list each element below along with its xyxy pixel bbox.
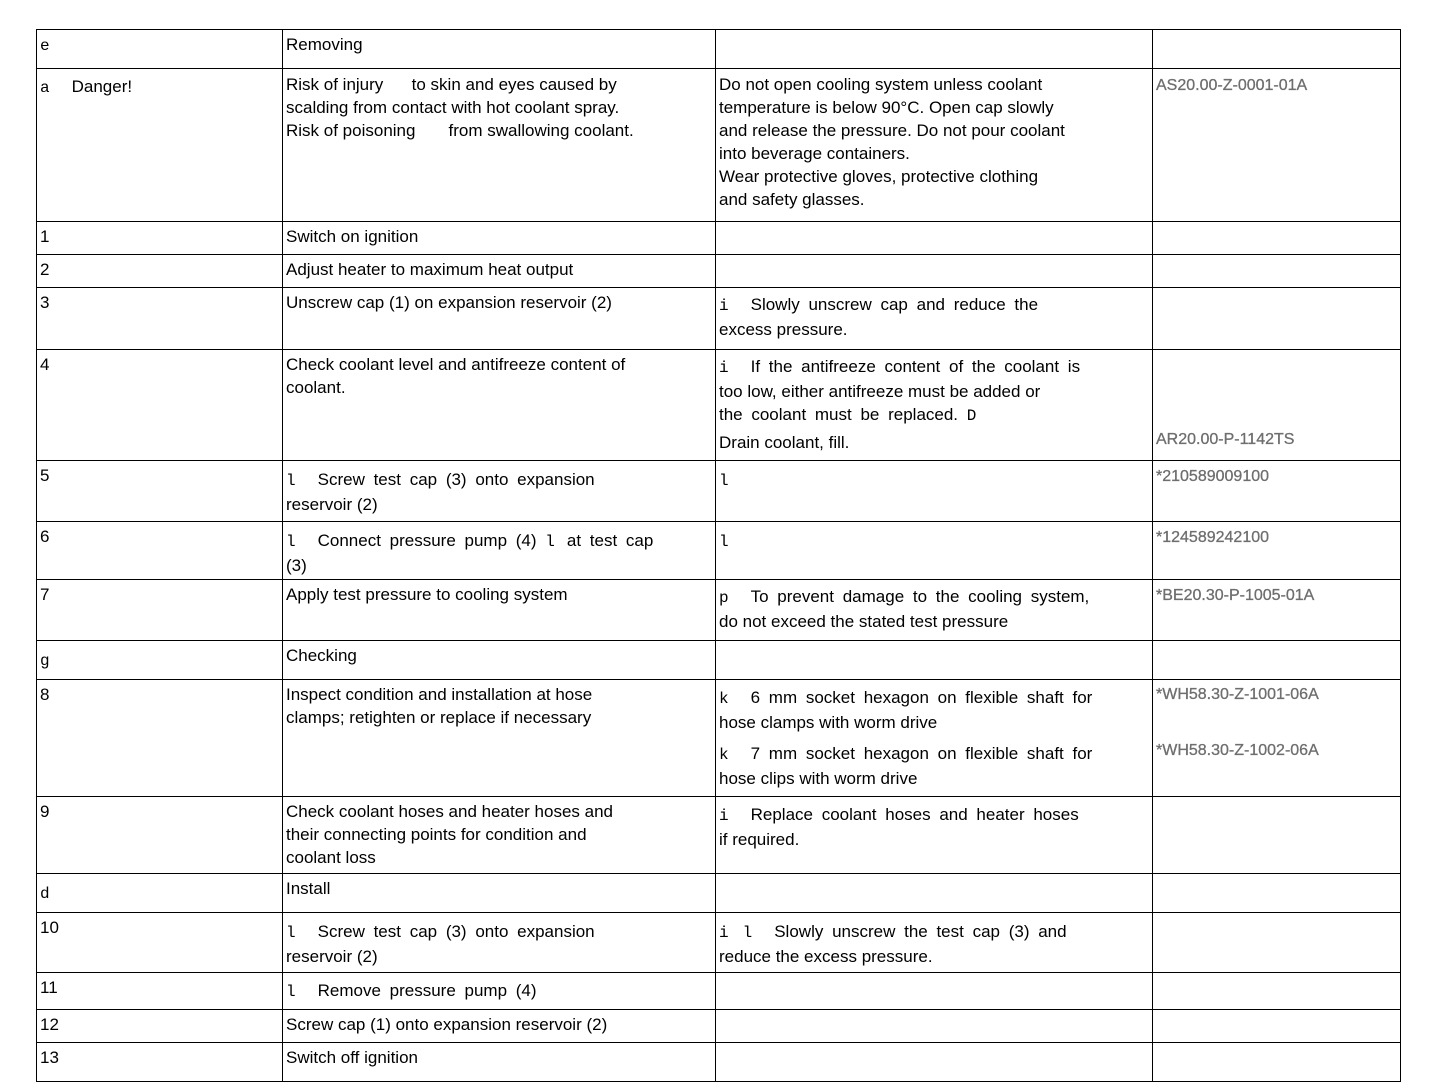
step-text: Install <box>283 874 716 913</box>
info-icon: i <box>719 924 729 942</box>
step-text: Checking <box>283 641 716 680</box>
reference-cell <box>1153 580 1401 641</box>
tool-icon: l <box>286 983 296 1001</box>
reference-cell <box>1153 30 1401 69</box>
reference-link[interactable]: *BE20.30-P-1005-01A <box>1156 587 1315 604</box>
step-number: 8 <box>37 680 283 797</box>
note-cell: p To prevent damage to the cooling system, do not exceed the stated test pressure <box>716 580 1153 641</box>
note-cell <box>716 1043 1153 1082</box>
step-text: Inspect condition and installation at hose clamps; retighten or replace if necessary <box>283 680 716 797</box>
warning-icon: a <box>40 79 50 97</box>
procedure-table <box>36 29 1401 1082</box>
reference-cell <box>1153 222 1401 255</box>
step-text: Check coolant hoses and heater hoses and their connecting points for condition and coolant loss <box>283 797 716 874</box>
table-row <box>37 350 1401 461</box>
step-number: 3 <box>37 288 283 350</box>
note-cell <box>716 255 1153 288</box>
table-row <box>37 874 1401 913</box>
note-cell <box>716 641 1153 680</box>
note-cell <box>716 973 1153 1010</box>
section-symbol: e <box>37 30 283 69</box>
table-row <box>37 680 1401 797</box>
table-row <box>37 973 1401 1010</box>
reference-link[interactable]: *210589009100 <box>1156 468 1270 485</box>
step-text: Switch on ignition <box>283 222 716 255</box>
note-cell: i Slowly unscrew cap and reduce the excess pressure. <box>716 288 1153 350</box>
reference-link[interactable]: *124589242100 <box>1156 529 1270 546</box>
tool-icon: l <box>719 533 729 551</box>
note-cell: i Replace coolant hoses and heater hoses if required. <box>716 797 1153 874</box>
step-number: 9 <box>37 797 283 874</box>
table-row <box>37 288 1401 350</box>
note-cell <box>716 222 1153 255</box>
tool-spec-icon: k <box>719 690 729 708</box>
reference-cell <box>1153 913 1401 973</box>
table-row <box>37 222 1401 255</box>
step-text: Unscrew cap (1) on expansion reservoir (2) <box>283 288 716 350</box>
reference-cell <box>1153 1043 1401 1082</box>
step-number: 6 <box>37 522 283 580</box>
note-cell: Do not open cooling system unless coolant temperature is below 90°C. Open cap slowly and release the pressure. Do not pour coolant into beverage containers. Wear protective gloves, protective clothing and safety glasses. <box>716 69 1153 222</box>
step-number: 11 <box>37 973 283 1010</box>
danger-label: a Danger! <box>37 69 283 222</box>
info-icon: i <box>719 359 729 377</box>
tool-icon: l <box>286 472 296 490</box>
note-cell <box>716 461 1153 522</box>
reference-cell <box>1153 350 1401 461</box>
table-row <box>37 1043 1401 1082</box>
step-text: l Screw test cap (3) onto expansion reservoir (2) <box>283 913 716 973</box>
step-number: 5 <box>37 461 283 522</box>
step-text: l Screw test cap (3) onto expansion reservoir (2) <box>283 461 716 522</box>
reference-cell <box>1153 874 1401 913</box>
note-cell: i l Slowly unscrew the test cap (3) and reduce the excess pressure. <box>716 913 1153 973</box>
tool-icon: l <box>286 924 296 942</box>
tool-icon: l <box>286 533 296 551</box>
table-row <box>37 641 1401 680</box>
step-text: Apply test pressure to cooling system <box>283 580 716 641</box>
note-cell <box>716 874 1153 913</box>
table-row <box>37 522 1401 580</box>
reference-cell <box>1153 255 1401 288</box>
step-text: Check coolant level and antifreeze content of coolant. <box>283 350 716 461</box>
note-cell: k 6 mm socket hexagon on flexible shaft for hose clamps with worm drive k 7 mm socket hexagon on flexible shaft for hose clips with worm drive <box>716 680 1153 797</box>
note-cell <box>716 522 1153 580</box>
step-text: Removing <box>283 30 716 69</box>
reference-link[interactable]: *WH58.30-Z-1001-06A <box>1156 686 1319 703</box>
table-row <box>37 69 1401 222</box>
note-cell <box>716 30 1153 69</box>
step-number: 4 <box>37 350 283 461</box>
reference-cell <box>1153 288 1401 350</box>
reference-cell <box>1153 641 1401 680</box>
note-cell: i If the antifreeze content of the coolant is too low, either antifreeze must be added or the coolant must be replaced. D Drain coolant, fill. <box>716 350 1153 461</box>
note-cell <box>716 1010 1153 1043</box>
reference-cell <box>1153 69 1401 222</box>
step-text: l Remove pressure pump (4) <box>283 973 716 1010</box>
step-text: Switch off ignition <box>283 1043 716 1082</box>
table-row <box>37 913 1401 973</box>
reference-cell <box>1153 1010 1401 1043</box>
info-icon: i <box>719 297 729 315</box>
step-text: Screw cap (1) onto expansion reservoir (2) <box>283 1010 716 1043</box>
section-symbol: g <box>37 641 283 680</box>
step-text: Adjust heater to maximum heat output <box>283 255 716 288</box>
document-link-icon[interactable]: D <box>966 407 977 425</box>
step-text: l Connect pressure pump (4) l at test cap (3) <box>283 522 716 580</box>
step-number: 1 <box>37 222 283 255</box>
table-row <box>37 580 1401 641</box>
reference-cell <box>1153 680 1401 797</box>
step-number: 10 <box>37 913 283 973</box>
reference-link[interactable]: AR20.00-P-1142TS <box>1156 431 1295 448</box>
tool-icon: l <box>742 924 753 942</box>
tool-spec-icon: k <box>719 746 729 764</box>
step-number: 2 <box>37 255 283 288</box>
tool-icon: l <box>545 533 555 551</box>
reference-cell <box>1153 797 1401 874</box>
step-text: Risk of injury to skin and eyes caused by scalding from contact with hot coolant spray. Risk of poisoning from swallowing coolant. <box>283 69 716 222</box>
section-symbol: d <box>37 874 283 913</box>
reference-cell <box>1153 522 1401 580</box>
table-row <box>37 30 1401 69</box>
reference-link[interactable]: AS20.00-Z-0001-01A <box>1156 77 1308 94</box>
step-number: 13 <box>37 1043 283 1082</box>
table-row <box>37 1010 1401 1043</box>
reference-cell <box>1153 461 1401 522</box>
reference-link[interactable]: *WH58.30-Z-1002-06A <box>1156 742 1319 759</box>
tool-icon: l <box>719 472 729 490</box>
table-row <box>37 255 1401 288</box>
table-row <box>37 461 1401 522</box>
reference-cell <box>1153 973 1401 1010</box>
table-row <box>37 797 1401 874</box>
caution-icon: p <box>719 589 729 607</box>
step-number: 12 <box>37 1010 283 1043</box>
info-icon: i <box>719 807 729 825</box>
step-number: 7 <box>37 580 283 641</box>
